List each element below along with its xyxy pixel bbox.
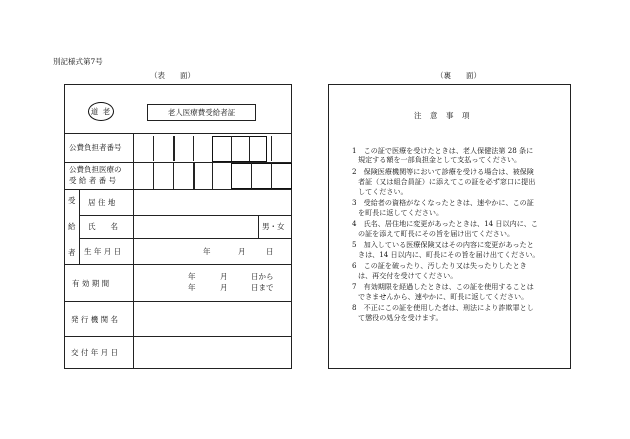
note-line: 2 保険医療機関等において診療を受ける場合は、被保険	[352, 167, 534, 176]
note-line: 1 この証で医療を受けたときは、老人保健法第 28 条に	[352, 146, 534, 155]
digit-divider	[271, 163, 272, 189]
recipient-side-label-3: 者	[68, 248, 76, 257]
divider	[64, 133, 292, 134]
digit-divider	[193, 163, 195, 189]
note-line: してください。	[358, 187, 408, 196]
divider	[79, 215, 292, 216]
divider	[64, 189, 292, 190]
name-label: 氏 名	[88, 222, 118, 231]
note-line: 4 氏名、居住地に変更があったときは、14 日以内に、こ	[352, 219, 538, 228]
issuer-label: 発 行 機 関 名	[71, 315, 119, 324]
divider	[64, 301, 292, 302]
note-line: は、再交付を受けてください。	[358, 271, 458, 280]
note-line: できませんから、速やかに、町長に返してください。	[358, 292, 529, 301]
valid-to-year: 年	[188, 283, 196, 292]
card-title: 老人医療費受給者証	[147, 104, 256, 121]
digit-divider	[153, 163, 154, 189]
gender-field: 男・女	[262, 222, 285, 231]
note-line: 7 有効期限を経過したときは、この証を使用することは	[352, 282, 534, 291]
note-line: 規定する額を一部負担金として支払ってください。	[358, 155, 522, 164]
note-line: 3 受給者の資格がなくなったときは、速やかに、この証	[352, 198, 534, 207]
recipient-side-label-1: 受	[68, 196, 76, 205]
note-line: て懲役の処分を受けます。	[358, 313, 443, 322]
form-number: 別記様式第7号	[53, 57, 103, 66]
divider	[64, 336, 292, 337]
recipient-side-label-2: 給	[68, 222, 76, 231]
digit-divider	[231, 136, 232, 161]
digit-divider	[271, 136, 272, 161]
note-line: 8 不正にこの証を使用した者は、刑法により詐欺罪とし	[352, 303, 534, 312]
validity-label: 有 効 期 間	[72, 279, 110, 288]
valid-from-day: 日から	[251, 272, 274, 281]
note-line: 者証（又は組合員証）に添えてこの証を必ず窓口に提出	[358, 177, 536, 186]
digit-divider	[193, 136, 194, 161]
birthdate-label: 生 年 月 日	[84, 247, 122, 256]
back-label: （裏 面）	[436, 71, 481, 80]
divider	[79, 189, 80, 264]
digit-divider	[249, 136, 250, 161]
digit-divider	[251, 163, 252, 189]
divider	[258, 215, 259, 238]
valid-to-month: 月	[220, 283, 228, 292]
recipient-number-label-2: 受 給 者 番 号	[69, 176, 117, 185]
digit-divider	[173, 163, 174, 189]
recipient-number-label-1: 公費負担医療の	[69, 165, 122, 174]
digit-divider	[173, 136, 175, 161]
payer-number-box	[212, 136, 267, 162]
recipient-number-box	[231, 163, 292, 189]
note-line: 5 加入している医療保険又はその内容に変更があったと	[352, 240, 534, 249]
birth-month: 月	[238, 247, 246, 256]
valid-from-year: 年	[188, 272, 196, 281]
issue-date-label: 交 付 年 月 日	[71, 348, 119, 357]
note-line: きは、14 日以内に、町長にその旨を届け出てください。	[358, 250, 540, 259]
front-label: （表 面）	[150, 71, 195, 80]
notes-title: 注 意 事 項	[414, 111, 470, 120]
divider	[79, 238, 292, 239]
note-line: 6 この証を破ったり、汚したり又は失ったりしたとき	[352, 261, 527, 270]
note-line: の証を添えて町長にその旨を届け出てください。	[358, 229, 515, 238]
birth-day: 日	[266, 247, 274, 256]
digit-divider	[212, 163, 213, 189]
birth-year: 年	[203, 247, 211, 256]
prefecture-seal: 道 老	[88, 102, 114, 121]
divider	[133, 133, 134, 369]
payer-number-label: 公費負担者番号	[69, 143, 122, 152]
valid-to-day: 日まで	[251, 283, 274, 292]
note-line: を町長に返してください。	[358, 208, 444, 217]
digit-divider	[153, 136, 154, 161]
divider	[64, 264, 292, 265]
address-label: 居 住 地	[88, 198, 116, 207]
valid-from-month: 月	[220, 272, 228, 281]
